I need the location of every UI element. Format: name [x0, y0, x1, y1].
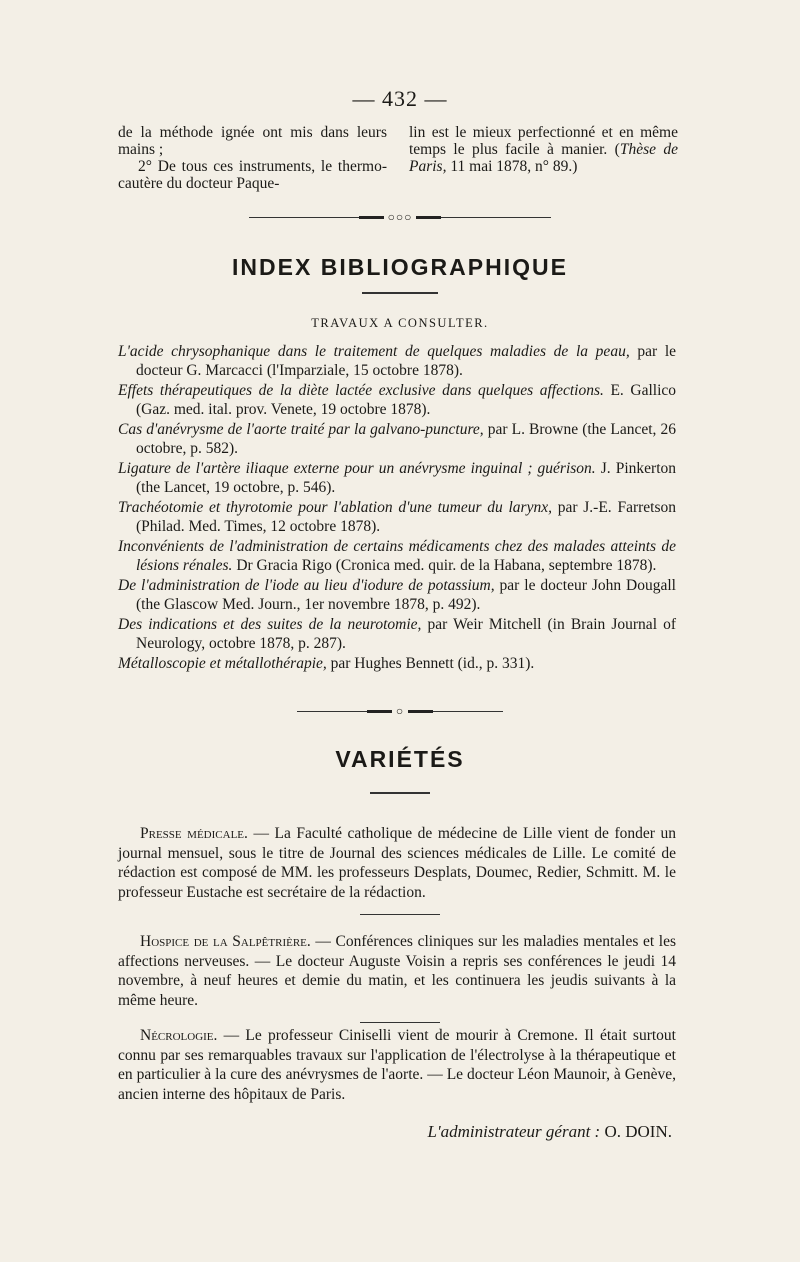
title-rule — [362, 292, 438, 294]
signature — [0, 1122, 672, 1142]
varietes-title: VARIÉTÉS — [335, 746, 465, 772]
reference-source: par le docteur G. Marcacci (l'Imparziale, 15 octobre 1878). — [136, 343, 677, 379]
left-column-line: 2° De tous ces instruments, le thermo-cautère du docteur Paque- — [118, 158, 387, 192]
reference-item — [118, 537, 676, 575]
ornamental-divider: ○○○ — [0, 212, 800, 222]
separator-rule — [360, 1022, 440, 1023]
reference-title: Ligature de l'artère iliaque externe pour un anévrysme inguinal ; guérison. — [118, 460, 596, 477]
index-subtitle: TRAVAUX A CONSULTER. — [311, 316, 489, 330]
right-column — [409, 124, 678, 192]
left-column — [118, 124, 387, 192]
reference-title: Cas d'anévrysme de l'aorte traité par la galvano-puncture, — [118, 421, 484, 438]
right-column-text-part: lin est le mieux perfectionné et en même temps le plus facile à manier. ( — [409, 124, 678, 158]
reference-title: De l'administration de l'iode au lieu d'iodure de potassium, — [118, 577, 495, 594]
thesis-title: Thèse de Paris, — [409, 141, 678, 175]
note-text: — La Faculté catholique de médecine de Lille vient de fonder un journal mensuel, sous le titre de Journal des sciences médicales de Lille. Le comité de rédaction est composé de MM. les professeurs Desplats, Doumec, Redier, Schmitt. M. le professeur Eustache est secrétaire de la rédaction. — [118, 825, 676, 901]
news-note — [118, 824, 676, 902]
note-heading: Nécrologie. — [140, 1027, 218, 1044]
reference-title: Inconvénients de l'administration de certains médicaments chez des malades atteints de lésions rénales. — [118, 538, 676, 574]
note-text: — Le professeur Ciniselli vient de mourir à Cremone. Il était surtout connu par ses remarquables travaux sur l'application de l'électrolyse à la thérapeutique et en particulier à la cure des anévrysmes de l'aorte. — Le docteur Léon Maunoir, à Genève, ancien interne des hôpitaux de Paris. — [118, 1027, 676, 1103]
reference-item — [118, 459, 676, 497]
page-number: — 432 — — [352, 86, 448, 111]
reference-item — [118, 654, 676, 673]
reference-list — [118, 342, 676, 674]
reference-item — [118, 342, 676, 380]
title-rule — [370, 792, 430, 794]
reference-title: Trachéotomie et thyrotomie pour l'ablation d'une tumeur du larynx, — [118, 499, 552, 516]
reference-source: par Hughes Bennett (id., p. 331). — [326, 655, 535, 672]
reference-item — [118, 498, 676, 536]
ornamental-divider: ○ — [0, 706, 800, 716]
reference-source: par J.-E. Farretson (Philad. Med. Times, 12 octobre 1878). — [136, 499, 676, 535]
reference-title: Métalloscopie et métallothérapie, — [118, 655, 327, 672]
reference-source: par Weir Mitchell (in Brain Journal of Neurology, octobre 1878, p. 287). — [136, 616, 676, 652]
reference-source: J. Pinkerton (the Lancet, 19 octobre, p. 546). — [136, 460, 676, 496]
index-title: INDEX BIBLIOGRAPHIQUE — [232, 254, 568, 280]
reference-title: Effets thérapeutiques de la diète lactée exclusive dans quelques affections. — [118, 382, 604, 399]
note-heading: Presse médicale. — [140, 825, 248, 842]
reference-title: Des indications et des suites de la neurotomie, — [118, 616, 422, 633]
reference-source: par le docteur John Dougall (the Glascow Med. Journ., 1er novembre 1878, p. 492). — [136, 577, 676, 613]
reference-item — [118, 381, 676, 419]
top-columns — [118, 124, 678, 192]
note-text: — Conférences cliniques sur les maladies mentales et les affections nerveuses. — Le docteur Auguste Voisin a repris ses conférences le jeudi 14 novembre, à neuf heures et demie du matin, et les continuera les jeudis suivants à la même heure. — [118, 933, 676, 1009]
signature-role: L'administrateur gérant : — [427, 1122, 601, 1141]
news-note — [118, 932, 676, 1010]
reference-source: par L. Browne (the Lancet, 26 octobre, p. 582). — [136, 421, 676, 457]
reference-item — [118, 420, 676, 458]
left-column-line: de la méthode ignée ont mis dans leurs mains ; — [118, 124, 387, 158]
reference-item — [118, 576, 676, 614]
right-column-text-part: 11 mai 1878, n° 89.) — [446, 158, 578, 175]
separator-rule — [360, 914, 440, 915]
right-column-text — [409, 124, 678, 175]
news-note — [118, 1026, 676, 1104]
reference-item — [118, 615, 676, 653]
note-heading: Hospice de la Salpêtrière. — [140, 933, 311, 950]
reference-source: Dr Gracia Rigo (Cronica med. quir. de la Habana, septembre 1878). — [232, 557, 657, 574]
signature-name: O. DOIN. — [600, 1122, 672, 1141]
reference-source: E. Gallico (Gaz. med. ital. prov. Venete, 19 octobre 1878). — [136, 382, 677, 418]
reference-title: L'acide chrysophanique dans le traitement de quelques maladies de la peau, — [118, 343, 630, 360]
